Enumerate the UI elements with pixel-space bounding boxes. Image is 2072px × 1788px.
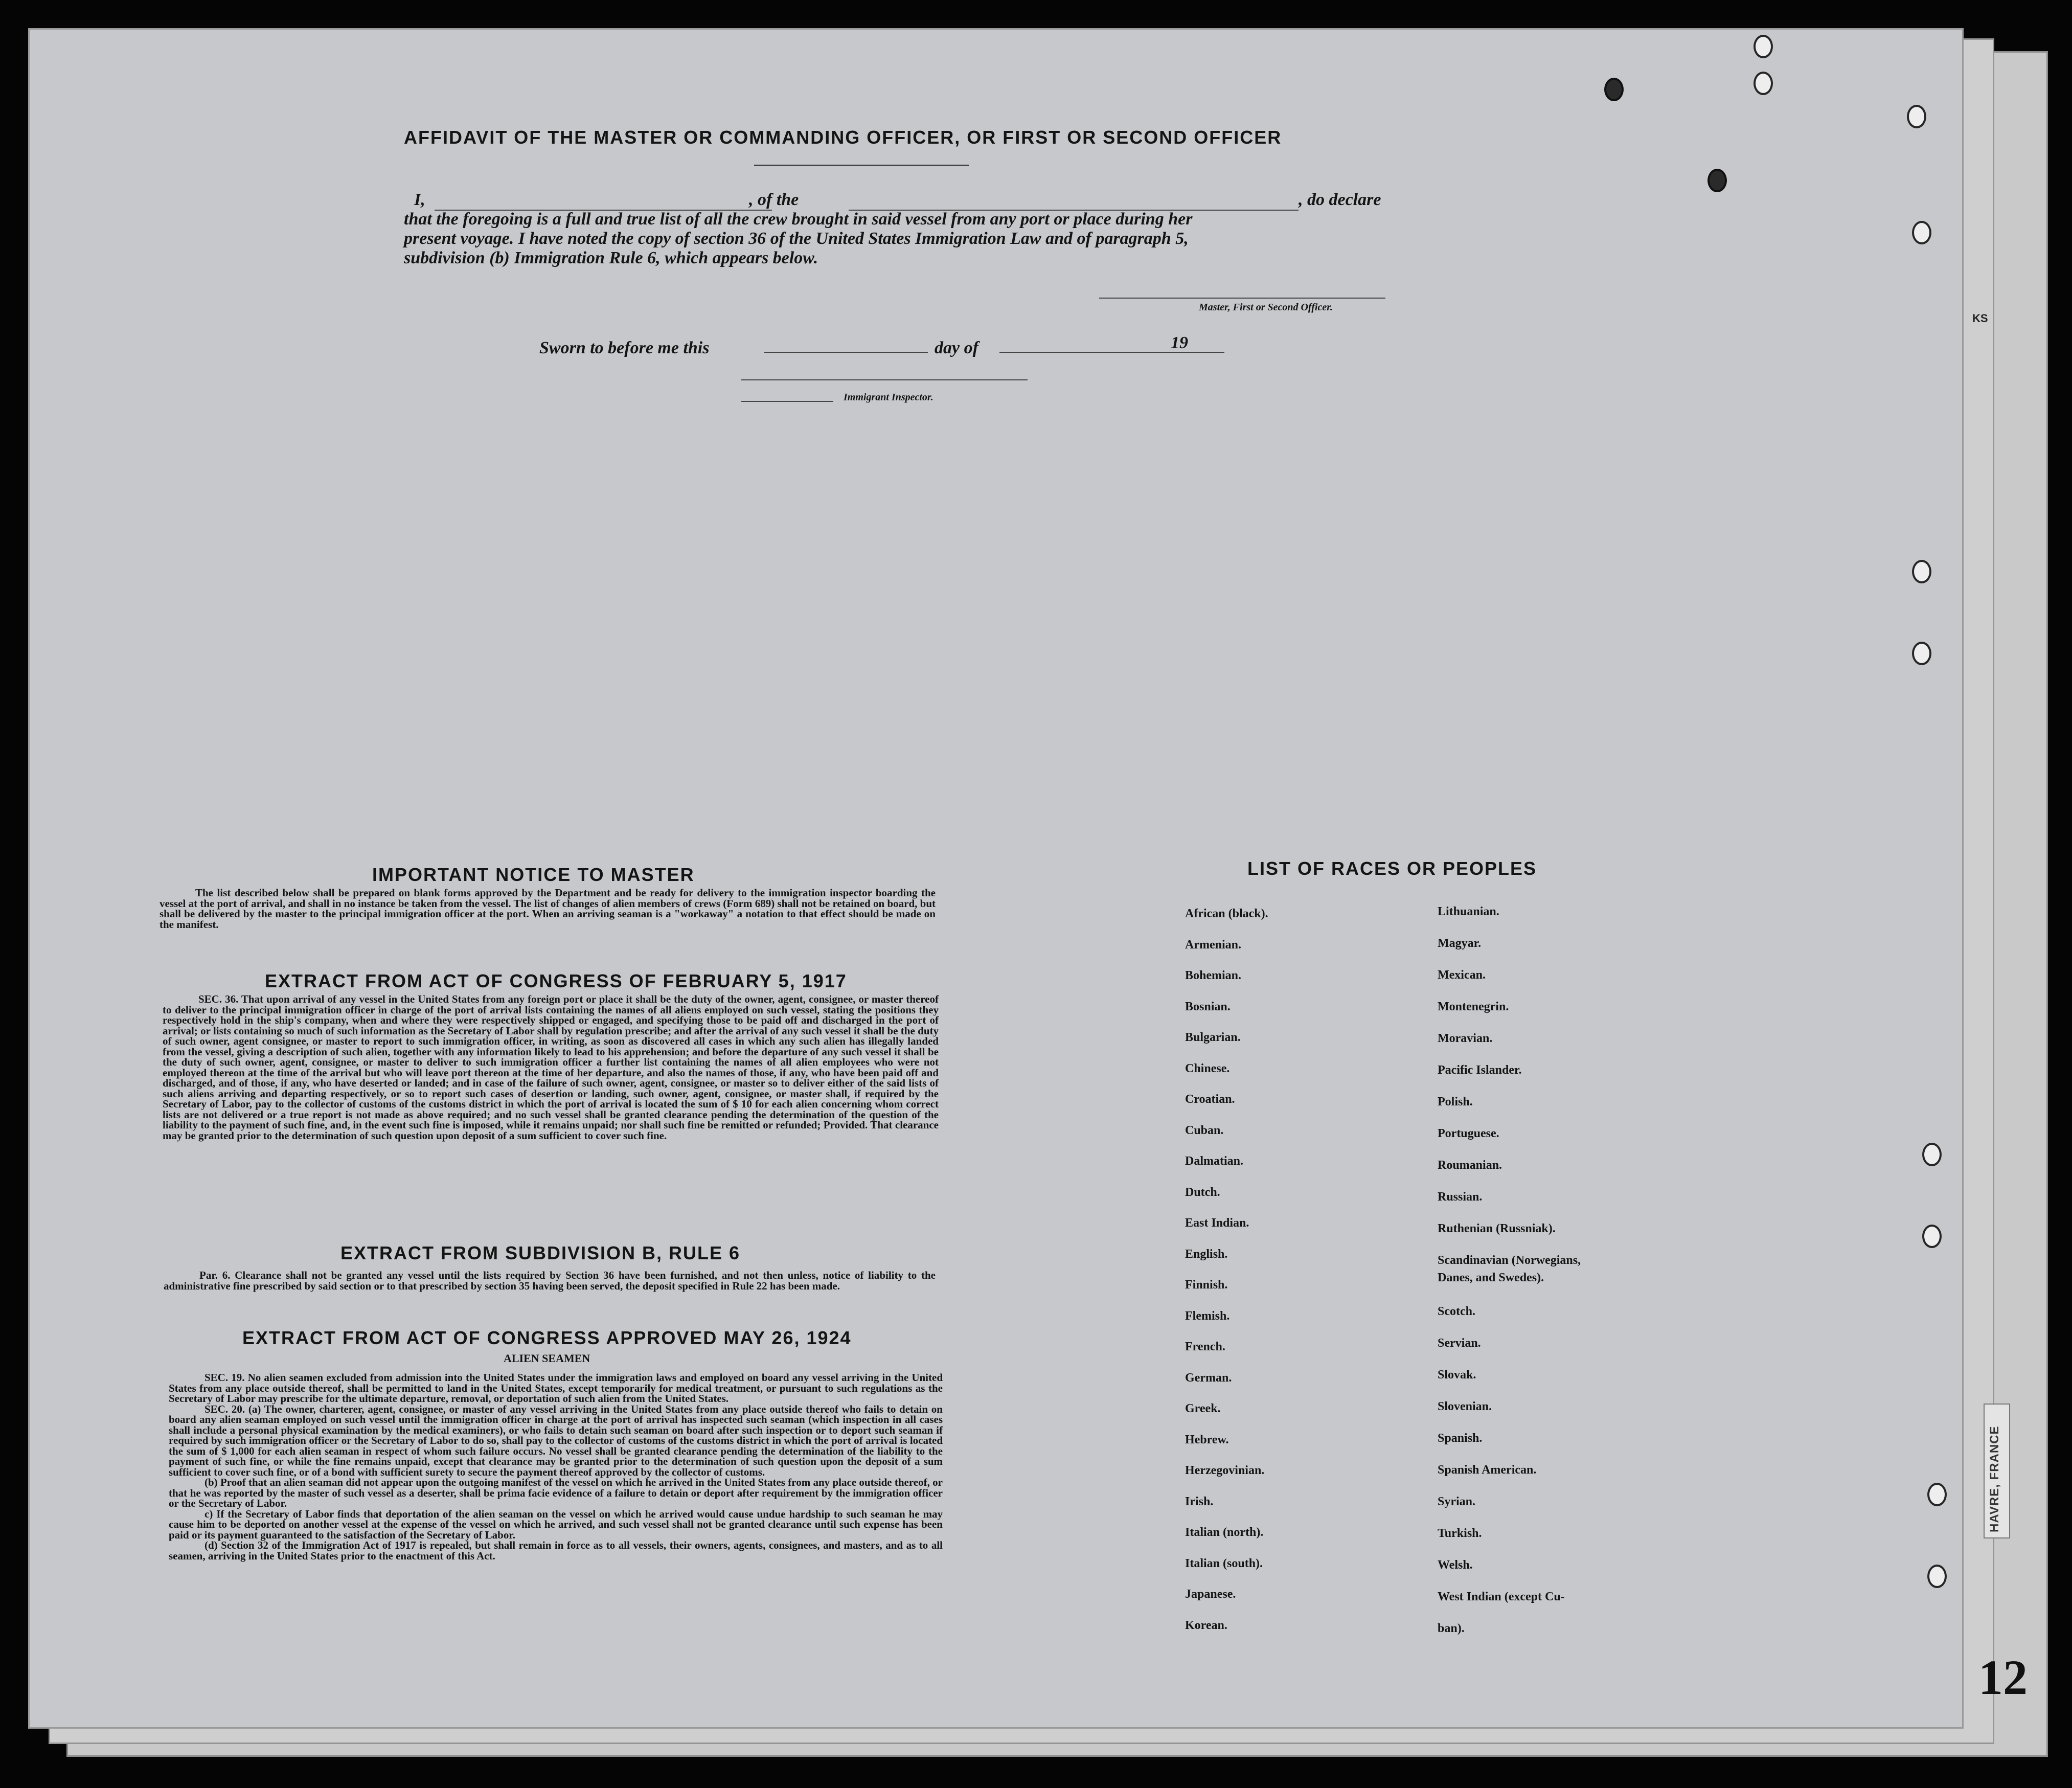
port-tab [1984,1404,2010,1538]
notice-title: IMPORTANT NOTICE TO MASTER [372,864,695,885]
master-signature-line[interactable] [1099,298,1385,299]
race-item: Spanish. [1438,1432,1483,1445]
race-item: Ruthenian (Russniak). [1438,1222,1556,1235]
binder-hole [1604,78,1624,101]
race-item: ban). [1438,1622,1465,1635]
inspector-label: Immigrant Inspector. [844,392,933,403]
notice-paragraph: The list described below shall be prepared on blank forms approved by the Department and be ready for delivery to the immigration inspector boarding the vessel at the port of arrival, and shall in no instance be taken from the vessel. The list of changes of alien members of crews (Form 689) shall not be retained on board, but shall be delivered by the master to the principal immigration officer at the port. When an arriving seaman is a "workaway" a notation to that effect should be made on the manifest. [160,887,936,931]
race-item: Hebrew. [1185,1433,1229,1446]
binder-hole [1707,169,1727,192]
race-item: Scotch. [1438,1305,1475,1318]
day-blank[interactable] [764,352,928,353]
binder-hole [1927,1565,1947,1588]
race-item: Chinese. [1185,1061,1230,1075]
sec-19-paragraph: SEC. 19. No alien seamen excluded from admission into the United States under the immigration laws and employed on board any vessel arriving in the United States from any place outside thereof, shall be permitted to land in the United States, except temporarily for medical treatment, or pursuant to such regulations as the Secretary of Labor may prescribe for the ultimate departure, removal, or deportation of such alien from the United States. [169,1371,943,1405]
sec-20a-paragraph: SEC. 20. (a) The owner, charterer, agent, consignee, or master of any vessel arriving in the United States from any place outside thereof who fails to detain on board any alien seaman employed on such vessel until the immigration officer in charge at the port of arrival has inspected such seaman (which inspection in all cases shall include a personal physical examination by the medical examiners), or who fails to detain such seaman on board after such inspection or to deport such seaman if required by such immigration officer or the Secretary of Labor to do so, shall pay to the collector of customs of the customs district in which the port of arrival is located the sum of $ 1,000 for each alien seaman in respect of whom such failure occurs. No vessel shall be granted clearance pending the determination of the liability to the payment of such fine, or while the fine remains unpaid, except that clearance may be granted prior to the determination of such question upon the deposit of a sum sufficient to cover such fine, or of a bond with sufficient surety to secure the payment thereof approved by the collector of customs. [169,1402,943,1478]
port-tab-label: HAVRE, FRANCE [1988,1425,2001,1532]
race-item: French. [1185,1340,1225,1353]
affidavit-i: I, [414,190,425,209]
race-item: Magyar. [1438,937,1482,950]
race-item: Russian. [1438,1190,1483,1204]
binder-hole [1907,105,1926,128]
affidavit-line4: subdivision (b) Immigration Rule 6, which appears below. [404,248,818,267]
race-item: Lithuanian. [1438,905,1499,918]
race-item: German. [1185,1371,1232,1385]
race-item: Polish. [1438,1095,1473,1108]
race-item: East Indian. [1185,1216,1249,1230]
affidavit-title: AFFIDAVIT OF THE MASTER OR COMMANDING OFFICER, OR FIRST OR SECOND OFFICER [404,127,1282,148]
race-item: Flemish. [1185,1309,1230,1323]
binder-hole [1912,221,1931,244]
race-item: Dutch. [1185,1185,1220,1199]
sec-20b-paragraph: (b) Proof that an alien seaman did not appear upon the outgoing manifest of the vessel on which he arrived in the United States from any place outside thereof, or that he was reported by the master of such vessel as a deserter, shall be prima facie evidence of a failure to detain or deport after requirement by the immigration officer or the Secretary of Labor. [169,1476,943,1509]
sec-20c-paragraph: c) If the Secretary of Labor finds that deportation of the alien seaman on the vessel on which he arrived would cause undue hardship to such seaman he may cause him to be deported on another vessel at the expense of the vessel on which he arrived, and such vessel shall not be granted clearance until such expense has been paid or its payment guaranteed to the satisfaction of the Secretary of Labor. [169,1507,943,1541]
race-item: English. [1185,1247,1228,1261]
rule-6-text [164,1270,936,1291]
race-item: Dalmatian. [1185,1155,1243,1168]
race-item: Mexican. [1438,968,1486,982]
extract-1924-title: EXTRACT FROM ACT OF CONGRESS APPROVED MAY 26, 1924 [242,1327,852,1348]
race-item: Portuguese. [1438,1127,1499,1140]
race-item: Greek. [1185,1402,1221,1415]
sworn-text: Sworn to before me this [539,338,710,357]
day-of-text: day of [935,338,978,357]
race-item: Bosnian. [1185,1000,1231,1013]
race-item: Danes, and Swedes). [1438,1271,1544,1284]
race-item: Slovak. [1438,1368,1476,1382]
race-item: Spanish American. [1438,1463,1537,1477]
race-item: Croatian. [1185,1093,1235,1106]
race-item: Syrian. [1438,1495,1476,1508]
race-item: Slovenian. [1438,1400,1492,1413]
inspector-top-line [741,379,1028,380]
affidavit-of-the: , of the [749,190,799,209]
binder-hole [1922,1225,1942,1248]
race-item: Cuban. [1185,1123,1224,1137]
extract-1924-text [169,1372,943,1561]
binder-hole [1912,560,1931,583]
title-rule [754,165,969,166]
extract-1917-title: EXTRACT FROM ACT OF CONGRESS OF FEBRUARY 5, 1917 [265,970,847,991]
binder-hole [1754,72,1773,95]
race-item: Bulgarian. [1185,1031,1241,1044]
race-item: Italian (south). [1185,1556,1263,1570]
race-item: Welsh. [1438,1558,1473,1572]
race-item: Finnish. [1185,1278,1228,1292]
section-36-text [163,994,939,1141]
race-item: Herzegovinian. [1185,1464,1265,1477]
year-prefix: 19 [1171,333,1188,352]
rule-6-title: EXTRACT FROM SUBDIVISION B, RULE 6 [340,1242,741,1263]
race-item: Montenegrin. [1438,1000,1509,1013]
binder-hole [1912,642,1931,665]
race-item: West Indian (except Cu- [1438,1590,1565,1603]
race-item: Irish. [1185,1495,1214,1508]
page-number: 12 [1978,1650,2028,1705]
year-blank[interactable] [1189,352,1224,353]
affidavit-line3: present voyage. I have noted the copy of section 36 of the United States Immigration Law and of paragraph 5, [404,229,1189,248]
edge-text: KS [1972,312,1988,325]
master-label: Master, First or Second Officer. [1199,302,1333,313]
race-item: Moravian. [1438,1032,1493,1045]
race-item: Korean. [1185,1618,1227,1632]
race-item: Armenian. [1185,938,1241,952]
race-item: Turkish. [1438,1527,1482,1540]
race-item: Scandinavian (Norwegians, [1438,1254,1581,1267]
section-36-paragraph: SEC. 36. That upon arrival of any vessel in the United States from any foreign port or place it shall be the duty of the owner, agent, consignee, or master thereof to deliver to the principal immigration officer in charge of the port of arrival lists containing the names of all aliens employed on such vessel, stating the positions they respectively hold in the ship's company, when and where they were respectively shipped or engaged, and specifying those to be paid off and discharged in the port of arrival; or lists containing so much of such information as the Secretary of Labor shall by regulation prescribe; and after the arrival of any such vessel it shall be the duty of such owner, agent consignee, or master to report to such immigration officer, in writing, as soon as discovered all cases in which any such alien has illegally landed from the vessel, giving a description of such alien, together with any information likely to lead to his apprehension; and before the departure of any such vessel it shall be the duty of such owner, agent, consignee, or master to deliver to such immigration officer a further list containing the names of all alien employees who were not employed thereon at the time of the arrival but who will leave port thereon at the time of her departure, and also the names of those, if any, who have been paid off and discharged, and of those, if any, who have deserted or landed; and in case of the failure of such owner, agent, consignee, or master so to deliver either of the said lists of such aliens arriving and departing respectively, or so to report such cases of desertion or landing, such owner, agent, consignee, or master shall, if required by the Secretary of Labor, pay to the collector of customs of the customs district in which the port of arrival is located the sum of $ 10 for each alien concerning whom correct lists are not delivered or a true report is not made as above required; and no such vessel shall be granted clearance pending the determination of the question of the liability to the payment of such fine, and, in the event such fine is imposed, while it remains unpaid; nor shall such fine be remitted or refunded; Provided. That clearance may be granted prior to the determination of such question upon deposit of a sum sufficient to cover such fine. [163,993,939,1142]
race-item: Bohemian. [1185,969,1242,982]
races-title: LIST OF RACES OR PEOPLES [1247,858,1537,879]
binder-hole [1754,35,1773,58]
sec-20d-paragraph: (d) Section 32 of the Immigration Act of 1917 is repealed, but shall remain in force as to all vessels, their owners, agents, consignees, and masters, and as to all seamen, arriving in the United States prior to the enactment of this Act. [169,1539,943,1562]
alien-seamen-subtitle: ALIEN SEAMEN [504,1352,590,1365]
race-item: African (black). [1185,907,1268,920]
race-item: Japanese. [1185,1588,1236,1601]
binder-hole [1922,1143,1942,1166]
affidavit-declare: , do declare [1299,190,1381,209]
inspector-signature-line[interactable] [741,401,833,402]
race-item: Roumanian. [1438,1159,1502,1172]
binder-hole [1927,1483,1947,1506]
affidavit-line2: that the foregoing is a full and true list of all the crew brought in said vessel from any port or place during her [404,210,1193,229]
notice-text [160,888,936,930]
race-item: Pacific Islander. [1438,1063,1522,1077]
rule-6-paragraph: Par. 6. Clearance shall not be granted any vessel until the lists required by Section 36 have been furnished, and not then unless, notice of liability to the administrative fine prescribed by said section or to that prescribed by section 35 having been served, the deposit specified in Rule 22 has been made. [164,1269,936,1292]
race-item: Servian. [1438,1337,1481,1350]
race-item: Italian (north). [1185,1526,1264,1539]
